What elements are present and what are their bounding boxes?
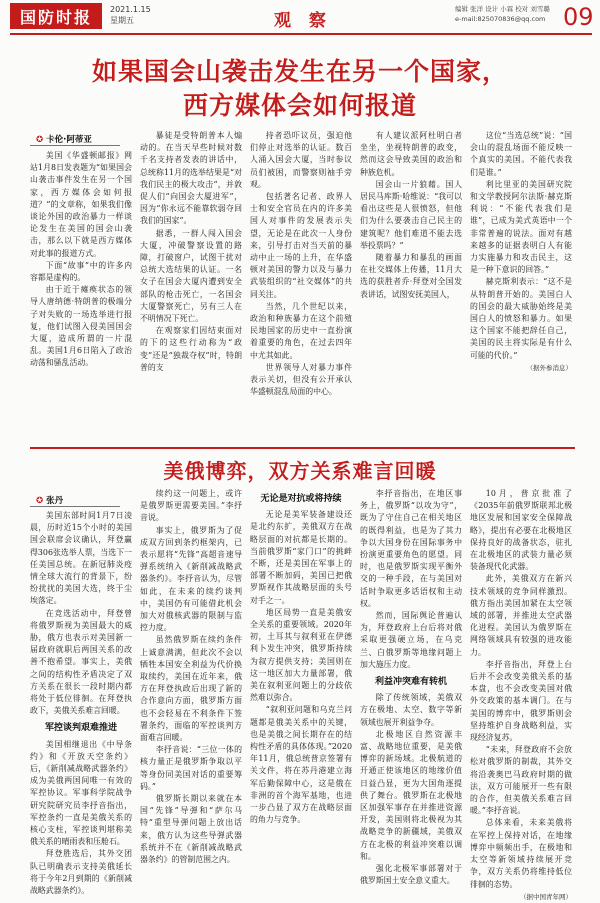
paragraph: 包括著名记者、政界人士和安全官员在内的许多美国人对事件的发展表示失望，无论是在此次一人身份来，引导打击对当天前的暴动中止一场的上升，在华盛顿对美国的警力以及与暴力武装组织的“社交媒体”的共同关注。 xyxy=(250,192,352,299)
paragraph: 美国相继退出《中导条约》和《开放天空条约》后，《新削减战略武器条约》成为美俄两国间唯一有效的军控协议。军事科学院战争研究院研究员李抒音指出，军控条约一直是美俄关系的核心支柱，军控谈判堪称美俄关系的晴雨表和压舱石。 xyxy=(30,739,132,847)
byline-rule xyxy=(30,506,120,507)
star-icon: ✪ xyxy=(36,496,44,506)
paragraph: 这位“当选总统”说：“国会山的混乱场面不能反映一个真实的美国。不能代表我们是谁。” xyxy=(470,131,572,177)
article2-column-2 xyxy=(140,488,242,865)
article1-title-line2: 西方媒体会如何报道 xyxy=(182,91,417,120)
article1-byline xyxy=(36,133,92,145)
paragraph: 下面“故事”中的许多内容都是虚构的。 xyxy=(30,260,132,283)
paragraph: “未来，拜登政府不会放松对俄罗斯的制裁，其外交将沿袭奥巴马政府时期的做法，双方可能展开一些有限的合作，但美俄关系难言回暖。”李抒音说。 xyxy=(470,745,572,816)
paragraph: 李抒音指出，拜登上台后并不会改变美俄关系的基本盘，也不会改变美国对俄外交政策的基本调门。在与美国的博弈中，俄罗斯则会坚持维护自身战略利益，实现经济复苏。 xyxy=(470,659,572,743)
article1-author: 卡伦·阿蒂亚 xyxy=(46,135,92,145)
paragraph: 在观察家们因结束面对的下的这些行动称为“政变”还是“独裁夺权”时，特朗普的支 xyxy=(140,326,242,372)
section-title: 观 察 xyxy=(274,11,332,31)
paragraph: 暴徒是受特朗普本人煽动的。在当天早些时候对数千名支持者发表的讲话中，总统称11月的选举结果是“对我们民主的极大攻击”，并敦促人们“向国会大厦进军”，因为“你永远不能靠软弱夺回我们的国家”。 xyxy=(140,131,242,226)
paragraph: 拜登胜选后，其外交团队已明确表示支持美俄延长将于今年2月到期的《新削减战略武器条约》。 xyxy=(30,849,132,896)
paragraph: 随着暴力和暴乱的画面在社交媒体上传播，11月大选的获胜者乔·拜登对全国发表讲话，试图安抚美国人， xyxy=(360,253,462,299)
article2-column-4 xyxy=(360,488,462,886)
newspaper-logo: 国防时报 xyxy=(10,3,102,29)
article2-title: 美俄博弈，双方关系难言回暖 xyxy=(163,459,437,483)
article1-column-3 xyxy=(250,130,352,440)
paragraph: 事实上，俄罗斯为了促成双方回到条约框架内，已表示愿将“先锋”高超音速导弹系统纳入《新削减战略武器条约》。李抒音认为，尽管如此，在未来的续约谈判中，美国仍有可能借此机会加大对俄核武器的限制与监控力度。 xyxy=(140,525,242,633)
paragraph: 除了传统领域，美俄双方在极地、太空、数字等新领域也展开利益争夺。 xyxy=(360,693,462,727)
paragraph: 据悉，一群人闯入国会大厦，冲破警察设置的路障，打破窗户，试图干扰对总统大选结果的认证。一名女子在国会大厦内遭到安全部队的枪击死亡，一名国会大厦警察死亡，另有三人在不明情况下死亡。 xyxy=(140,228,242,324)
paragraph: 世界领导人对暴力事件表示关切，但没有公开承认华盛顿混乱局面的中心。 xyxy=(250,362,352,397)
page-number: 09 xyxy=(563,3,594,31)
paragraph: 当然，几个世纪以来，政治和种族暴力在这个前殖民地国家的历史中一直扮演着重要的角色，在过去四年中尤其如此。 xyxy=(250,301,352,360)
article2-credit: （据中国青年网） xyxy=(520,892,572,901)
paragraph: 续约这一问题上，或许是俄罗斯更需要美国。”李抒音说。 xyxy=(140,489,242,523)
masthead xyxy=(0,0,600,38)
issue-date xyxy=(110,4,151,26)
subheading: 无论是对抗或将持续 xyxy=(260,494,342,504)
article1-title-line1: 如果国会山袭击发生在另一个国家， xyxy=(91,57,508,86)
paragraph: 此外，美俄双方在新兴技术领域的竞争同样激烈。俄方指出美国加紧在太空领域的部署，并推进太空武器化进程。美国认为俄罗斯在网络领域具有较强的进攻能力。 xyxy=(470,574,572,657)
article-divider xyxy=(30,447,575,449)
paragraph: 在竞选活动中，拜登曾将俄罗斯视为美国最大的威胁，俄方也表示对美国新一届政府就职后两国关系的改善不抱希望。事实上，美俄之间的结构性矛盾决定了双方关系在很长一段时期内都将处于低位徘徊。在拜登执政下，美俄关系难言回暖。 xyxy=(30,608,132,716)
paragraph: 李抒音说：“三位一体的核力量正是俄罗斯争取以平等身份同美国对话的重要筹码。” xyxy=(140,745,242,791)
editor-credits xyxy=(455,4,565,24)
subheading: 利益冲突难有转机 xyxy=(374,677,447,688)
article2-author: 张丹 xyxy=(46,496,64,506)
article1-column-5 xyxy=(470,130,572,440)
paragraph: 强化北极军事部署对于俄罗斯国土安全意义重大。 xyxy=(360,864,462,886)
byline-rule xyxy=(30,145,120,146)
paragraph: 利比里亚的美国研究院和文学教授阿尔法斯·赫克斯利说：“不能代表我们是谁”，已成为美式英语中一个非常普遍的说法。面对有越来越多的证据表明白人有能力实施暴力和攻击民主，这是一种下意识的回答。” xyxy=(470,179,572,275)
article2-column-3 xyxy=(250,488,352,825)
star-icon: ✪ xyxy=(36,135,44,145)
paragraph: 有人建议派阿杜明白者坐坐，坐视特朗普的政变，然而这会导致美国的政治和种族危机。 xyxy=(360,131,462,177)
paragraph: “叙利亚问题和乌克兰问题都是俄美关系中的关键，也是美俄之间长期存在的结构性矛盾的具体体现。”2020年11月，俄总统普京签署有关文件，将在苏丹港建立海军后勤保障中心，这是俄在非洲的首个海军基地，也进一步凸显了双方在战略层面的角力与竞争。 xyxy=(250,705,352,825)
article2-column-1 xyxy=(30,510,132,896)
paragraph: 地区局势一直是美俄安全关系的重要领域。2020年初，土耳其与叙利亚在伊德利卜发生冲突，俄罗斯持续为叙方提供支持；美国则在这一地区加大力量部署，俄美在叙利亚问题上的分歧依然难以弥合。 xyxy=(250,607,352,703)
article1-column-1 xyxy=(30,150,132,440)
article2-column-5 xyxy=(470,488,572,901)
article1-column-4 xyxy=(360,130,462,440)
paragraph: 俄罗斯长期以来就在本国“先锋”导弹和“萨尔马特”重型导弹问题上放出话来，俄方认为这些导弹武器系统并不在《新削减战略武器条约》的管制范围之内。 xyxy=(140,794,242,865)
paragraph: 由于近于瘫痪状态的领导人唐纳德·特朗普的极端分子对失败的一场选举进行报复，他们试图入侵美国国会大厦，造成所谓的一片混乱。美国1月6日陷入了政治动荡和骚乱活动。 xyxy=(30,285,132,368)
editor-line: 编辑 张洋 设计 小霖 校对 刘雪璐 xyxy=(455,5,550,13)
article1-column-2 xyxy=(140,130,242,440)
paragraph: 美国《华盛顿邮报》网站1月8日发表题为“如果国会山袭击事件发生在另一个国家，西方媒体会如何报道？”的文章称，如果我们像谈论外国的政治暴力一样谈论发生在美国的国会山袭击，那么以下就是西方媒体对此事的报道方式。 xyxy=(30,151,132,258)
paragraph: 北极地区自然资源丰富、战略地位重要，是美俄博弈的新场域。北极航道的开通正使该地区的地缘价值日益凸显，更为大国角逐提供了舞台。俄罗斯在北极地区加强军事存在并推进资源开发，美国则将北极视为其战略竞争的新疆域，美俄双方在北极的利益冲突难以调和。 xyxy=(360,729,462,861)
paragraph: 持者恐吓议员，强迫他们停止对选举的认证。数百人涌入国会大厦，当时参议员们被困，而警察则袖手旁观。 xyxy=(250,131,352,189)
article1-credit: （据外参消息） xyxy=(526,363,572,372)
paragraph: 总体来看，未来美俄将在军控上保持对话，在地缘博弈中频频出手，在极地和太空等新领域持续展开竞争，双方关系仍将维持低位徘徊的态势。 xyxy=(470,818,572,889)
weekday-text: 星期五 xyxy=(110,16,134,25)
paragraph: 赫克斯利表示：“这不是从特朗普开始的。美国白人的国会的最大威胁始终是美国白人的愤怒和暴力。如果这个国家不能把辞任自己，美国的民主将实际是有什么可能的代价。” xyxy=(470,277,572,360)
paragraph: 虽然俄罗斯在续约条件上诚意满满，但此次不会以牺牲本国安全利益为代价换取续约，美国在近年来，俄方在拜登执政后出现了新的合作意向方面，俄罗斯方面也不会轻易在不利条件下签署条约，面临的军控谈判方面难言回暖。 xyxy=(140,635,242,743)
editor-email: e-mail:825070836@qq.com xyxy=(455,15,546,23)
paragraph: 无论是美军装备建设还是北约东扩，美俄双方在战略层面的对抗都是长期的。当前俄罗斯“家门口”的挑衅不断，还是美国在军事上的部署不断加码，美国已把俄罗斯视作其战略层面的头号对手之一。 xyxy=(250,510,352,605)
subheading: 军控谈判艰难推进 xyxy=(44,723,117,734)
paragraph: 李抒音指出，在地区事务上，俄罗斯“以攻为守”，既为了守住自己在相关地区的既得利益，也是为了其力争以大国身份在国际事务中扮演更重要角色的愿望。同时，也是俄罗斯实现平衡外交的一种手段，在与美国对话时争取更多话语权和主动权。 xyxy=(360,489,462,608)
paragraph: 然而，国际舆论普遍认为，拜登政府上台后将对俄采取更强硬立场，在乌克兰、白俄罗斯等地缘问题上加大施压力度。 xyxy=(360,611,462,669)
masthead-rule xyxy=(10,33,592,35)
paragraph: 国会山一片狼藉。国人居民马库斯·哈维说：“我可以看出这些是人很愤怒，但他们为什么要袭击自己民主的建筑呢？他们难道不能去选举投票吗？” xyxy=(360,179,462,250)
paragraph: 10月，普京批准了《2035年前俄罗斯联邦北极地区发展和国家安全保障战略》，提出有必要在北极地区保持良好的战备状态，驻扎在北极地区的武装力量必须装备现代化武器。 xyxy=(470,489,572,572)
paragraph: 美国东部时间1月7日凌晨，历时近15个小时的美国国会联席会议确认，拜登赢得306张选举人票，当选下一任美国总统。在新冠肺炎疫情全球大流行的背景下，纷纷扰扰的美国大选，终于尘埃落定。 xyxy=(30,511,132,606)
date-text: 2021.1.15 xyxy=(110,5,151,14)
article2-byline xyxy=(36,494,63,506)
